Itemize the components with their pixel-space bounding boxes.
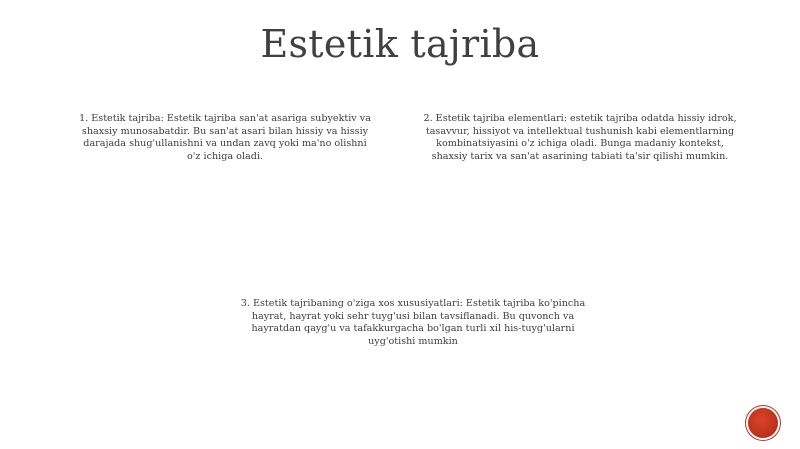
text-block-2: 2. Estetik tajriba elementlari: estetik tajriba odatda hissiy idrok, tasavvur, hissiyot va intellektual tushunish kabi elementlarning kombinatsiyasini o'z ichiga oladi. Bunga madaniy kontekst, shaxsiy tarix va san'at asarining tabiati ta'sir qilishi mumkin. bbox=[423, 113, 737, 162]
text-block-1: 1. Estetik tajriba: Estetik tajriba san'at asariga subyektiv va shaxsiy munosabatdir. Bu san'at asari bilan hissiy va hissiy darajada shug'ullanishni va undan zavq yoki ma'no olishni o'z ichiga oladi. bbox=[79, 113, 371, 162]
text-block-3: 3. Estetik tajribaning o'ziga xos xususiyatlari: Estetik tajriba ko'pincha hayrat, hayrat yoki sehr tuyg'usi bilan tavsiflanadi. Bu quvonch va hayratdan qayg'u va tafakkurgacha bo'lgan turli xil his-tuyg'ularni uyg'otishi mumkin bbox=[240, 298, 586, 347]
slide-title: Estetik tajriba bbox=[260, 22, 540, 66]
next-slide-button[interactable] bbox=[748, 408, 778, 438]
